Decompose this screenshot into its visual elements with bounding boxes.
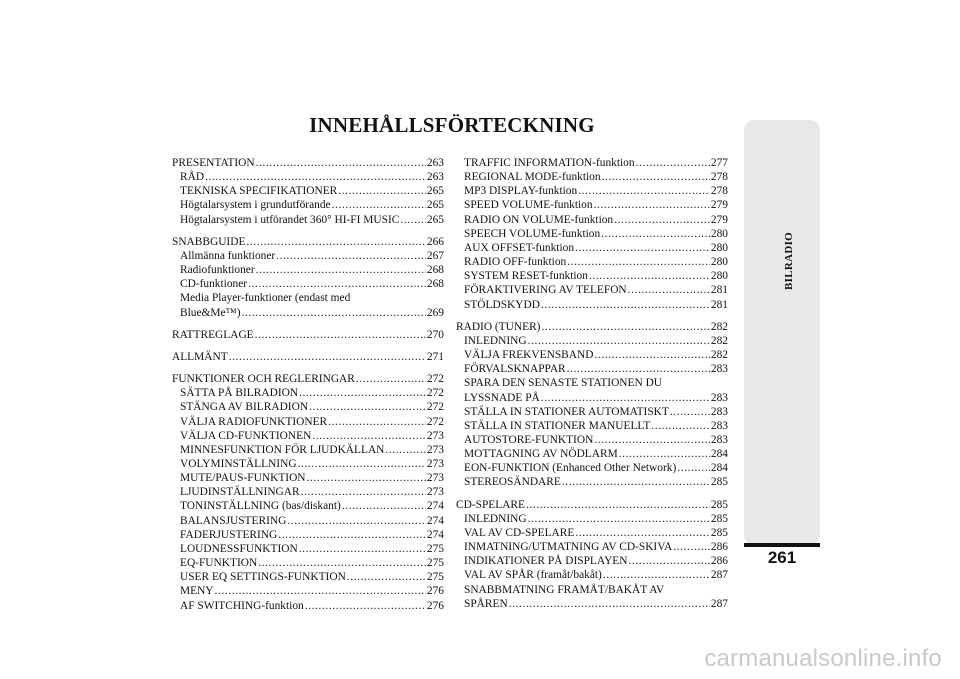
toc-entry-title: VAL AV CD-SPELARE: [464, 526, 575, 539]
toc-dot-leader: [594, 433, 710, 447]
toc-dot-leader: [242, 306, 426, 320]
toc-entry-page: 283: [710, 419, 728, 432]
toc-entry-title: SYSTEM RESET-funktion: [464, 270, 588, 283]
toc-entry-title: RATTREGLAGE: [172, 328, 254, 341]
toc-entry[interactable]: [172, 350, 444, 364]
toc-entry-title: VÄLJA CD-FUNKTIONEN: [180, 429, 312, 442]
toc-entry-page: 279: [710, 199, 728, 212]
toc-entry[interactable]: [172, 570, 444, 584]
toc-dot-leader: [299, 542, 426, 556]
section-label: BILRADIO: [783, 231, 795, 291]
toc-entry[interactable]: [172, 386, 444, 400]
toc-dot-leader: [575, 526, 710, 540]
toc-entry-page: 268: [426, 278, 444, 291]
toc-entry[interactable]: [456, 461, 728, 475]
toc-entry[interactable]: [172, 599, 444, 613]
toc-entry[interactable]: [456, 156, 728, 170]
toc-entry[interactable]: [172, 306, 444, 320]
toc-entry[interactable]: [172, 471, 444, 485]
toc-entry[interactable]: [172, 249, 444, 263]
toc-entry-title: PRESENTATION: [172, 157, 255, 169]
toc-dot-leader: [298, 457, 426, 471]
toc-entry[interactable]: [456, 362, 728, 376]
toc-entry-title: STÄLLA IN STATIONER AUTOMATISKT: [464, 405, 669, 418]
toc-entry-title: VOLYMINSTÄLLNING: [180, 457, 297, 470]
toc-dot-leader: [328, 415, 426, 429]
toc-dot-leader: [602, 170, 710, 184]
toc-entry-title: MUTE/PAUS-FUNKTION: [180, 472, 306, 485]
toc-entry-title: STÄLLA IN STATIONER MANUELLT: [464, 419, 651, 432]
toc-entry-page: 280: [710, 270, 728, 283]
toc-entry-title: REGIONAL MODE-funktion: [464, 171, 601, 184]
toc-entry[interactable]: [456, 334, 728, 348]
toc-dot-leader: [541, 391, 710, 405]
toc-entry-page: 274: [426, 514, 444, 527]
toc-dot-leader: [246, 235, 425, 249]
toc-entry-title: STÖLDSKYDD: [464, 298, 540, 311]
toc-entry[interactable]: [172, 291, 444, 305]
toc-entry-title: FÖRVALSKNAPPAR: [464, 363, 566, 376]
toc-entry[interactable]: [456, 320, 728, 334]
toc-dot-leader: [614, 213, 710, 227]
toc-entry-page: 265: [426, 213, 444, 226]
toc-entry[interactable]: [456, 526, 728, 540]
toc-entry[interactable]: [172, 542, 444, 556]
toc-dot-leader: [670, 405, 710, 419]
toc-entry-page: 285: [710, 476, 728, 489]
toc-entry-page: 273: [426, 443, 444, 456]
toc-dot-leader: [528, 512, 710, 526]
toc-entry-title: Blue&Me™): [180, 306, 241, 319]
toc-dot-leader: [619, 447, 710, 461]
toc-entry-page: 274: [426, 500, 444, 513]
toc-entry[interactable]: [456, 184, 728, 198]
toc-dot-leader: [628, 283, 710, 297]
toc-entry-page: 275: [426, 557, 444, 570]
toc-entry-page: 284: [710, 462, 728, 475]
toc-dot-leader: [276, 249, 426, 263]
toc-entry-page: 285: [710, 512, 728, 525]
toc-entry-title: LOUDNESSFUNKTION: [180, 542, 298, 555]
toc-dot-leader: [287, 514, 426, 528]
toc-dot-leader: [541, 298, 710, 312]
toc-entry[interactable]: [172, 400, 444, 414]
toc-entry-title: SÄTTA PÅ BILRADION: [180, 387, 299, 400]
toc-entry[interactable]: [172, 170, 444, 184]
toc-entry[interactable]: [456, 283, 728, 297]
toc-entry[interactable]: [172, 184, 444, 198]
toc-entry[interactable]: [172, 372, 444, 386]
toc-dot-leader: [256, 263, 426, 277]
toc-entry-page: 272: [426, 401, 444, 414]
toc-dot-leader: [594, 348, 709, 362]
toc-entry-title: Media Player-funktioner (endast med: [180, 292, 351, 305]
toc-entry-title: SNABBMATNING FRAMÅT/BAKÅT AV: [464, 583, 665, 596]
toc-entry-page: 268: [426, 264, 444, 277]
toc-entry[interactable]: [172, 528, 444, 542]
toc-entry-page: 280: [710, 256, 728, 269]
toc-entry[interactable]: [456, 170, 728, 184]
toc-entry[interactable]: [456, 405, 728, 419]
toc-entry[interactable]: [172, 443, 444, 457]
toc-dot-leader: [575, 241, 710, 255]
page-number: 261: [767, 548, 797, 567]
toc-entry[interactable]: [172, 499, 444, 513]
section-tab-divider: [744, 543, 820, 547]
toc-entry-page: 276: [426, 585, 444, 598]
toc-entry[interactable]: [456, 376, 728, 390]
toc-entry-page: 283: [710, 433, 728, 446]
toc-entry-title: ALLMÄNT: [172, 350, 228, 363]
toc-entry-title: RADIO ON VOLUME-funktion: [464, 213, 614, 226]
toc-dot-leader: [528, 334, 710, 348]
toc-entry-page: 275: [426, 542, 444, 555]
toc-dot-leader: [205, 170, 426, 184]
toc-entry-page: 283: [710, 391, 728, 404]
toc-dot-leader: [312, 429, 426, 443]
toc-entry[interactable]: [172, 156, 444, 170]
toc-entry-title: Högtalarsystem i utförandet 360° HI-FI MUSIC: [180, 213, 400, 226]
toc-dot-leader: [347, 570, 426, 584]
toc-entry[interactable]: [456, 433, 728, 447]
section-tab: [744, 120, 820, 545]
toc-entry-title: RADIO (TUNER): [456, 320, 541, 333]
toc-dot-leader: [636, 156, 710, 170]
toc-entry-title: SPEED VOLUME-funktion: [464, 199, 593, 212]
toc-entry-page: 286: [710, 555, 728, 568]
toc-entry-title: VAL AV SPÅR (framåt/bakåt): [464, 569, 602, 582]
toc-entry-page: 263: [426, 157, 444, 169]
toc-dot-leader: [509, 597, 710, 611]
toc-entry-title: VÄLJA RADIOFUNKTIONER: [180, 415, 328, 428]
toc-entry[interactable]: [172, 429, 444, 443]
toc-entry-page: 273: [426, 457, 444, 470]
toc-left-column: [172, 156, 444, 613]
toc-entry-page: 269: [426, 306, 444, 319]
toc-entry-title: INLEDNING: [464, 334, 527, 347]
toc-dot-leader: [400, 213, 426, 227]
toc-entry-title: FADERJUSTERING: [180, 528, 278, 541]
toc-entry-title: EON-FUNKTION (Enhanced Other Network): [464, 462, 677, 475]
toc-entry[interactable]: [456, 241, 728, 255]
toc-entry[interactable]: [172, 485, 444, 499]
toc-entry[interactable]: [172, 556, 444, 570]
toc-entry[interactable]: [456, 475, 728, 489]
toc-entry-title: SPARA DEN SENASTE STATIONEN DU: [464, 377, 663, 390]
toc-dot-leader: [594, 198, 710, 212]
toc-entry-title: SNABBGUIDE: [172, 235, 246, 248]
toc-dot-leader: [526, 498, 710, 512]
toc-entry[interactable]: [456, 391, 728, 405]
toc-entry[interactable]: [456, 554, 728, 568]
toc-entry-page: 283: [710, 363, 728, 376]
toc-entry-page: 276: [426, 599, 444, 612]
toc-entry-title: INLEDNING: [464, 512, 527, 525]
toc-dot-leader: [567, 362, 710, 376]
toc-dot-leader: [248, 277, 426, 291]
toc-entry[interactable]: [456, 227, 728, 241]
toc-entry[interactable]: [456, 419, 728, 433]
toc-dot-leader: [307, 471, 426, 485]
toc-entry-title: CD-funktioner: [180, 278, 248, 291]
toc-entry[interactable]: [456, 540, 728, 554]
toc-entry-page: 285: [710, 526, 728, 539]
toc-dot-leader: [673, 540, 710, 554]
toc-entry-title: STEREOSÄNDARE: [464, 476, 561, 489]
toc-entry[interactable]: [456, 198, 728, 212]
toc-entry-title: AUTOSTORE-FUNKTION: [464, 433, 594, 446]
toc-entry-title: AF SWITCHING-funktion: [180, 599, 304, 612]
toc-entry-title: STÄNGA AV BILRADION: [180, 401, 309, 414]
toc-dot-leader: [541, 320, 709, 334]
toc-dot-leader: [567, 255, 710, 269]
toc-dot-leader: [562, 475, 710, 489]
toc-dot-leader: [305, 599, 426, 613]
toc-dot-leader: [256, 156, 426, 170]
toc-entry[interactable]: [456, 498, 728, 512]
toc-entry[interactable]: [456, 512, 728, 526]
toc-entry-page: 282: [710, 349, 728, 362]
toc-entry[interactable]: [456, 583, 728, 597]
toc-entry[interactable]: [172, 235, 444, 249]
toc-entry-page: 273: [426, 472, 444, 485]
toc-dot-leader: [309, 400, 426, 414]
toc-entry-page: 278: [710, 171, 728, 184]
toc-dot-leader: [578, 184, 710, 198]
toc-entry[interactable]: [172, 263, 444, 277]
toc-entry-title: USER EQ SETTINGS-FUNKTION: [180, 571, 346, 584]
toc-entry-title: SPÅREN: [464, 597, 508, 610]
toc-entry-title: FUNKTIONER OCH REGLERINGAR: [172, 373, 355, 386]
toc-dot-leader: [628, 554, 709, 568]
toc-entry-page: 283: [710, 405, 728, 418]
toc-entry-page: 265: [426, 185, 444, 198]
toc-dot-leader: [255, 328, 426, 342]
toc-entry-page: 277: [710, 157, 728, 169]
toc-entry-page: 263: [426, 171, 444, 184]
toc-entry-title: TRAFFIC INFORMATION-funktion: [464, 157, 635, 169]
toc-entry-page: 287: [710, 597, 728, 610]
toc-dot-leader: [589, 269, 710, 283]
toc-dot-leader: [651, 419, 710, 433]
toc-entry-page: 284: [710, 448, 728, 461]
toc-entry-page: 265: [426, 199, 444, 212]
toc-entry[interactable]: [172, 277, 444, 291]
toc-entry[interactable]: [172, 457, 444, 471]
toc-entry-title: MINNESFUNKTION FÖR LJUDKÄLLAN: [180, 443, 385, 456]
toc-entry-page: 280: [710, 227, 728, 240]
toc-entry[interactable]: [456, 298, 728, 312]
toc-entry-title: FÖRAKTIVERING AV TELEFON: [464, 284, 627, 297]
toc-entry-title: TONINSTÄLLNING (bas/diskant): [180, 500, 341, 513]
toc-entry[interactable]: [172, 198, 444, 212]
toc-entry[interactable]: [456, 597, 728, 611]
toc-entry[interactable]: [456, 255, 728, 269]
toc-dot-leader: [229, 350, 426, 364]
toc-dot-leader: [356, 372, 426, 386]
toc-entry-page: 286: [710, 541, 728, 554]
toc-dot-leader: [301, 485, 426, 499]
toc-entry[interactable]: [456, 213, 728, 227]
toc-entry[interactable]: [456, 568, 728, 582]
toc-entry-page: 266: [426, 235, 444, 248]
toc-entry-page: 270: [426, 328, 444, 341]
toc-entry-title: MP3 DISPLAY-funktion: [464, 185, 578, 198]
toc-dot-leader: [385, 443, 426, 457]
toc-dot-leader: [677, 461, 710, 475]
toc-entry-title: LJUDINSTÄLLNINGAR: [180, 486, 300, 499]
toc-entry-page: 274: [426, 528, 444, 541]
toc-dot-leader: [603, 568, 710, 582]
toc-entry-title: MENY: [180, 585, 214, 598]
toc-entry-page: 272: [426, 387, 444, 400]
toc-entry[interactable]: [172, 213, 444, 227]
toc-entry-page: 282: [710, 320, 728, 333]
toc-entry-title: EQ-FUNKTION: [180, 557, 258, 570]
toc-entry-page: 275: [426, 571, 444, 584]
toc-dot-leader: [258, 556, 426, 570]
toc-entry-page: 280: [710, 241, 728, 254]
toc-entry-title: MOTTAGNING AV NÖDLARM: [464, 448, 618, 461]
toc-entry-title: RADIO OFF-funktion: [464, 256, 567, 269]
toc-entry-title: LYSSNADE PÅ: [464, 391, 540, 404]
toc-dot-leader: [601, 227, 710, 241]
toc-entry-title: Högtalarsystem i grundutförande: [180, 199, 331, 212]
toc-entry-page: 281: [710, 284, 728, 297]
toc-entry-title: CD-SPELARE: [456, 498, 525, 511]
toc-dot-leader: [342, 499, 426, 513]
toc-entry-title: INDIKATIONER PÅ DISPLAYEN: [464, 555, 628, 568]
toc-entry-page: 272: [426, 415, 444, 428]
toc-entry[interactable]: [172, 584, 444, 598]
toc-entry-page: 273: [426, 486, 444, 499]
toc-entry-title: SPEECH VOLUME-funktion: [464, 227, 601, 240]
toc-entry-page: 267: [426, 249, 444, 262]
toc-entry-title: BALANSJUSTERING: [180, 514, 287, 527]
toc-entry-title: Radiofunktioner: [180, 264, 255, 277]
toc-entry[interactable]: [172, 415, 444, 429]
toc-entry-page: 287: [710, 569, 728, 582]
toc-entry-page: 273: [426, 429, 444, 442]
toc-dot-leader: [332, 198, 426, 212]
toc-entry-title: Allmänna funktioner: [180, 249, 276, 262]
toc-entry-title: INMATNING/UTMATNING AV CD-SKIVA: [464, 541, 673, 554]
toc-dot-leader: [338, 184, 426, 198]
toc-entry[interactable]: [456, 447, 728, 461]
toc-entry-title: VÄLJA FREKVENSBAND: [464, 349, 594, 362]
toc-entry-page: 281: [710, 298, 728, 311]
toc-entry[interactable]: [456, 269, 728, 283]
toc-entry-page: 278: [710, 185, 728, 198]
toc-entry-title: AUX OFFSET-funktion: [464, 241, 575, 254]
toc-entry-page: 272: [426, 373, 444, 386]
toc-dot-leader: [278, 528, 426, 542]
toc-entry-page: 282: [710, 334, 728, 347]
toc-entry-page: 279: [710, 213, 728, 226]
toc-right-column: [456, 156, 728, 611]
toc-entry[interactable]: [172, 328, 444, 342]
watermark: carmanualsonline.info: [704, 645, 942, 672]
page-title: INNEHÅLLSFÖRTECKNING: [309, 113, 595, 137]
toc-entry[interactable]: [456, 348, 728, 362]
toc-entry[interactable]: [172, 514, 444, 528]
toc-entry-page: 285: [710, 498, 728, 511]
toc-entry-title: RÅD: [180, 171, 205, 184]
toc-dot-leader: [215, 584, 426, 598]
toc-entry-page: 271: [426, 350, 444, 363]
toc-entry-title: TEKNISKA SPECIFIKATIONER: [180, 185, 338, 198]
toc-dot-leader: [299, 386, 426, 400]
